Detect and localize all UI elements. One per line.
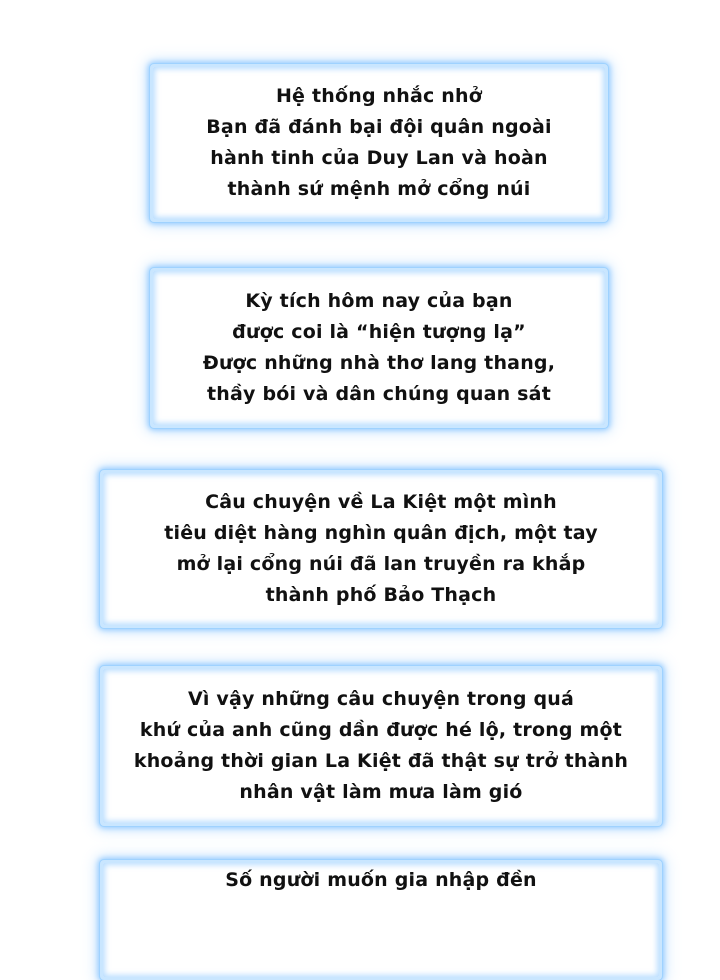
panel-text-line: Bạn đã đánh bại đội quân ngoài: [206, 116, 552, 138]
narration-panel: [100, 470, 662, 628]
panel-text-line: thành phố Bảo Thạch: [265, 584, 497, 606]
panel-text-line: thành sứ mệnh mở cổng núi: [227, 178, 531, 200]
panel-text-line: được coi là “hiện tượng lạ”: [232, 321, 526, 343]
panel-text-line: Hệ thống nhắc nhở: [275, 85, 483, 107]
narration-panel: [100, 666, 662, 826]
narration-panel: [150, 268, 608, 428]
system-notice-panel: [150, 64, 608, 222]
panel-text-line: Số người muốn gia nhập đền: [225, 869, 537, 891]
narration-panel: [100, 860, 662, 980]
panel-text-line: Vì vậy những câu chuyện trong quá: [187, 688, 575, 710]
panel-text-line: hành tinh của Duy Lan và hoàn: [210, 147, 548, 169]
panel-text-line: Câu chuyện về La Kiệt một mình: [205, 491, 557, 513]
panel-text-line: tiêu diệt hàng nghìn quân địch, một tay: [164, 522, 598, 544]
panel-text-line: khoảng thời gian La Kiệt đã thật sự trở thành: [133, 750, 629, 772]
panel-text-line: Kỳ tích hôm nay của bạn: [245, 290, 513, 312]
panel-text-line: nhân vật làm mưa làm gió: [239, 781, 523, 803]
panel-text-line: mở lại cổng núi đã lan truyền ra khắp: [176, 553, 586, 575]
panel-text-line: thầy bói và dân chúng quan sát: [207, 383, 551, 405]
panel-text-line: khứ của anh cũng dần được hé lộ, trong một: [139, 719, 623, 741]
panel-text-line: Được những nhà thơ lang thang,: [202, 352, 556, 374]
